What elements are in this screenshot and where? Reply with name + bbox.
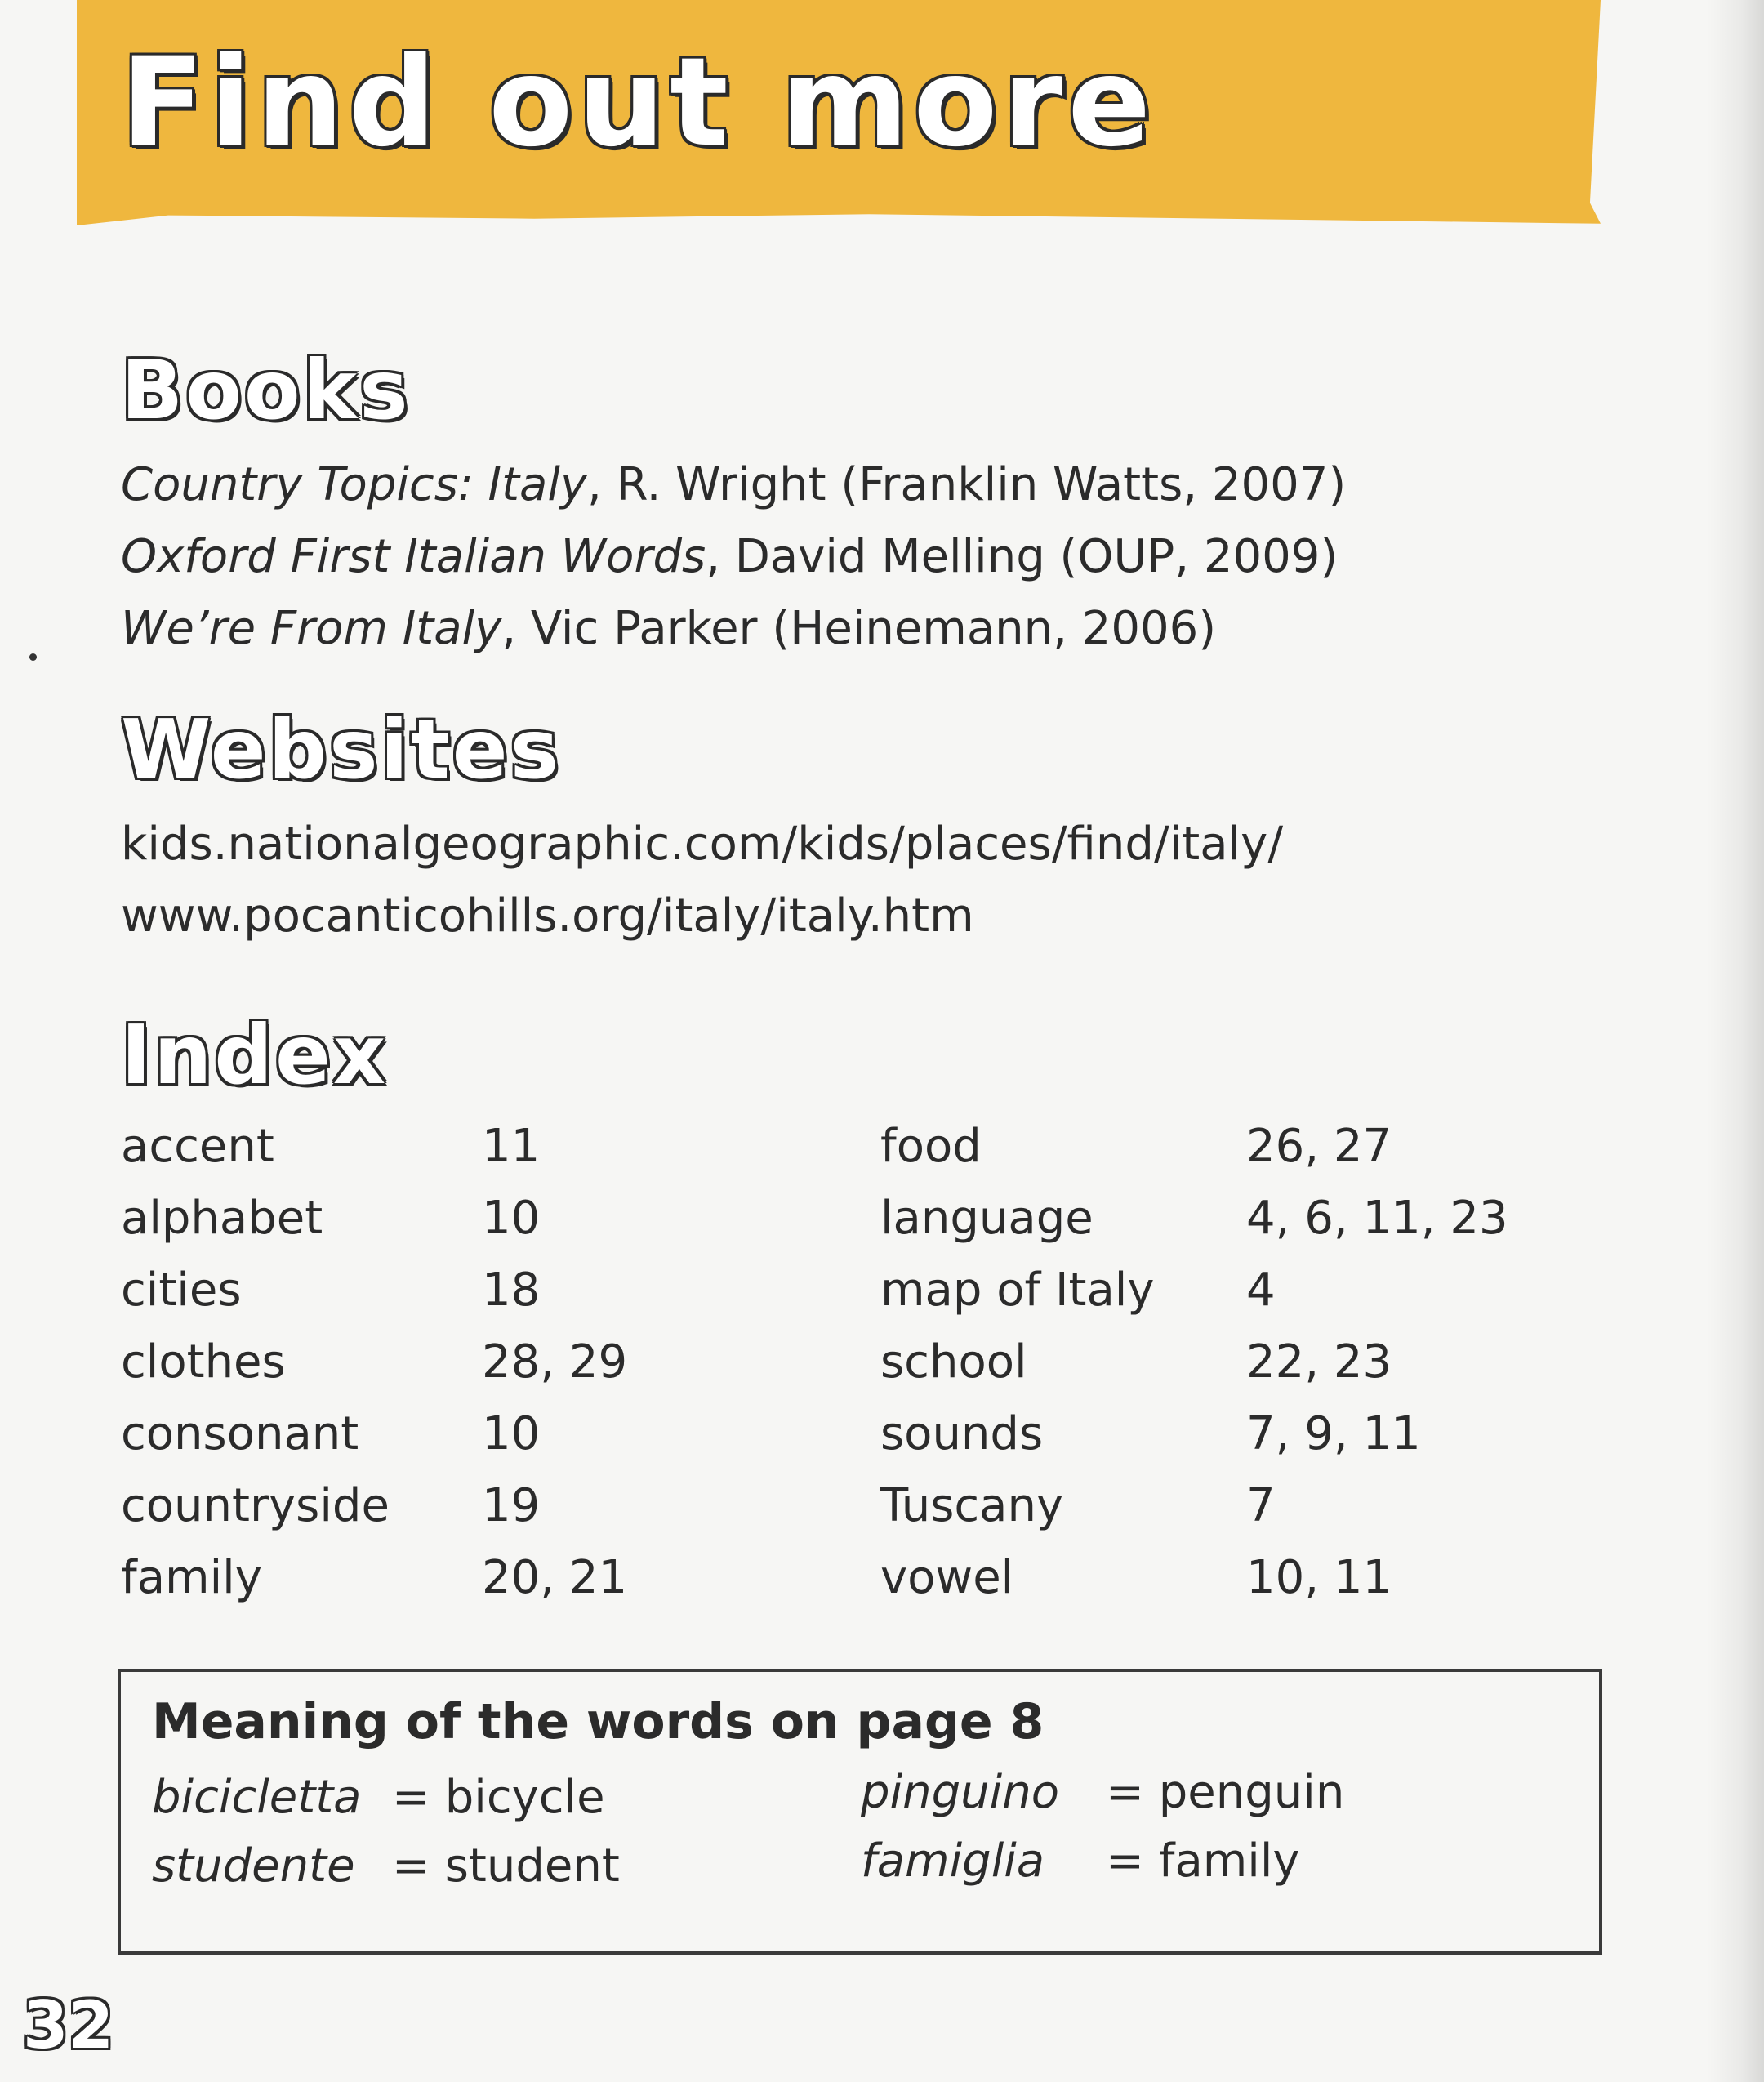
index-pages: 11	[482, 1120, 541, 1173]
book-title: Oxford First Italian Words	[121, 530, 706, 583]
index-entry	[880, 1470, 1583, 1542]
index-term: alphabet	[121, 1192, 323, 1245]
websites-heading: Websites	[121, 702, 562, 797]
website-link[interactable]: www.pocanticohills.org/italy/italy.htm	[121, 889, 974, 943]
index-pages: 4, 6, 11, 23	[1246, 1192, 1508, 1245]
index-pages: 10	[482, 1407, 541, 1460]
index-entry	[121, 1111, 758, 1183]
index-term: Tuscany	[880, 1479, 1064, 1532]
index-entry	[121, 1398, 758, 1470]
italian-word: studente	[152, 1839, 355, 1893]
index-entry	[121, 1255, 758, 1326]
index-term: consonant	[121, 1407, 359, 1460]
index-pages: 10	[482, 1192, 541, 1245]
book-item	[121, 449, 1346, 521]
index-term: countryside	[121, 1479, 390, 1532]
index-entry	[121, 1470, 758, 1542]
index-term: school	[880, 1335, 1027, 1389]
index-entry	[880, 1326, 1583, 1398]
index-term: clothes	[121, 1335, 286, 1389]
book-details: , R. Wright (Franklin Watts, 2007)	[587, 458, 1347, 511]
italian-word: famiglia	[861, 1835, 1045, 1888]
index-term: sounds	[880, 1407, 1044, 1460]
index-term: map of Italy	[880, 1264, 1155, 1317]
english-meaning: = bicycle	[392, 1771, 605, 1824]
book-item	[121, 521, 1346, 593]
meaning-title: Meaning of the words on page 8	[152, 1693, 1045, 1750]
index-pages: 26, 27	[1246, 1120, 1392, 1173]
index-heading: Index	[121, 1007, 389, 1103]
books-list	[121, 449, 1346, 665]
meaning-box	[118, 1669, 1602, 1955]
books-heading: Books	[121, 342, 411, 438]
italian-word: bicicletta	[152, 1771, 362, 1824]
index-pages: 4	[1246, 1264, 1276, 1317]
index-pages: 20, 21	[482, 1551, 628, 1604]
index-entry	[880, 1111, 1583, 1183]
website-link[interactable]: kids.nationalgeographic.com/kids/places/find/italy/	[121, 818, 1284, 871]
index-term: vowel	[880, 1551, 1014, 1604]
book-title: We’re From Italy	[121, 602, 502, 655]
index-pages: 22, 23	[1246, 1335, 1392, 1389]
index-entry	[880, 1255, 1583, 1326]
english-meaning: = penguin	[1106, 1766, 1345, 1819]
index-entry	[880, 1183, 1583, 1255]
index-entry	[880, 1398, 1583, 1470]
english-meaning: = family	[1106, 1835, 1300, 1888]
index-pages: 19	[482, 1479, 541, 1532]
page-edge-shadow	[1707, 0, 1764, 2082]
index-pages: 7, 9, 11	[1246, 1407, 1421, 1460]
print-speck	[29, 653, 37, 661]
index-term: language	[880, 1192, 1094, 1245]
italian-word: pinguino	[861, 1766, 1059, 1819]
index-term: family	[121, 1551, 262, 1604]
book-details: , Vic Parker (Heinemann, 2006)	[501, 602, 1217, 655]
index-entry	[880, 1542, 1583, 1614]
english-meaning: = student	[392, 1839, 620, 1893]
index-term: food	[880, 1120, 982, 1173]
index-column-right	[880, 1111, 1583, 1614]
book-item	[121, 593, 1346, 665]
index-pages: 10, 11	[1246, 1551, 1392, 1604]
index-entry	[121, 1183, 758, 1255]
index-term: accent	[121, 1120, 274, 1173]
index-pages: 7	[1246, 1479, 1276, 1532]
index-pages: 28, 29	[482, 1335, 628, 1389]
page-number: 32	[23, 1987, 114, 2063]
index-entry	[121, 1542, 758, 1614]
book-details: , David Melling (OUP, 2009)	[706, 530, 1339, 583]
index-column-left	[121, 1111, 758, 1614]
index-term: cities	[121, 1264, 242, 1317]
websites-list	[121, 809, 1283, 952]
index-pages: 18	[482, 1264, 541, 1317]
index-entry	[121, 1326, 758, 1398]
book-title: Country Topics: Italy	[121, 458, 588, 511]
page-title: Find out more	[121, 32, 1156, 174]
